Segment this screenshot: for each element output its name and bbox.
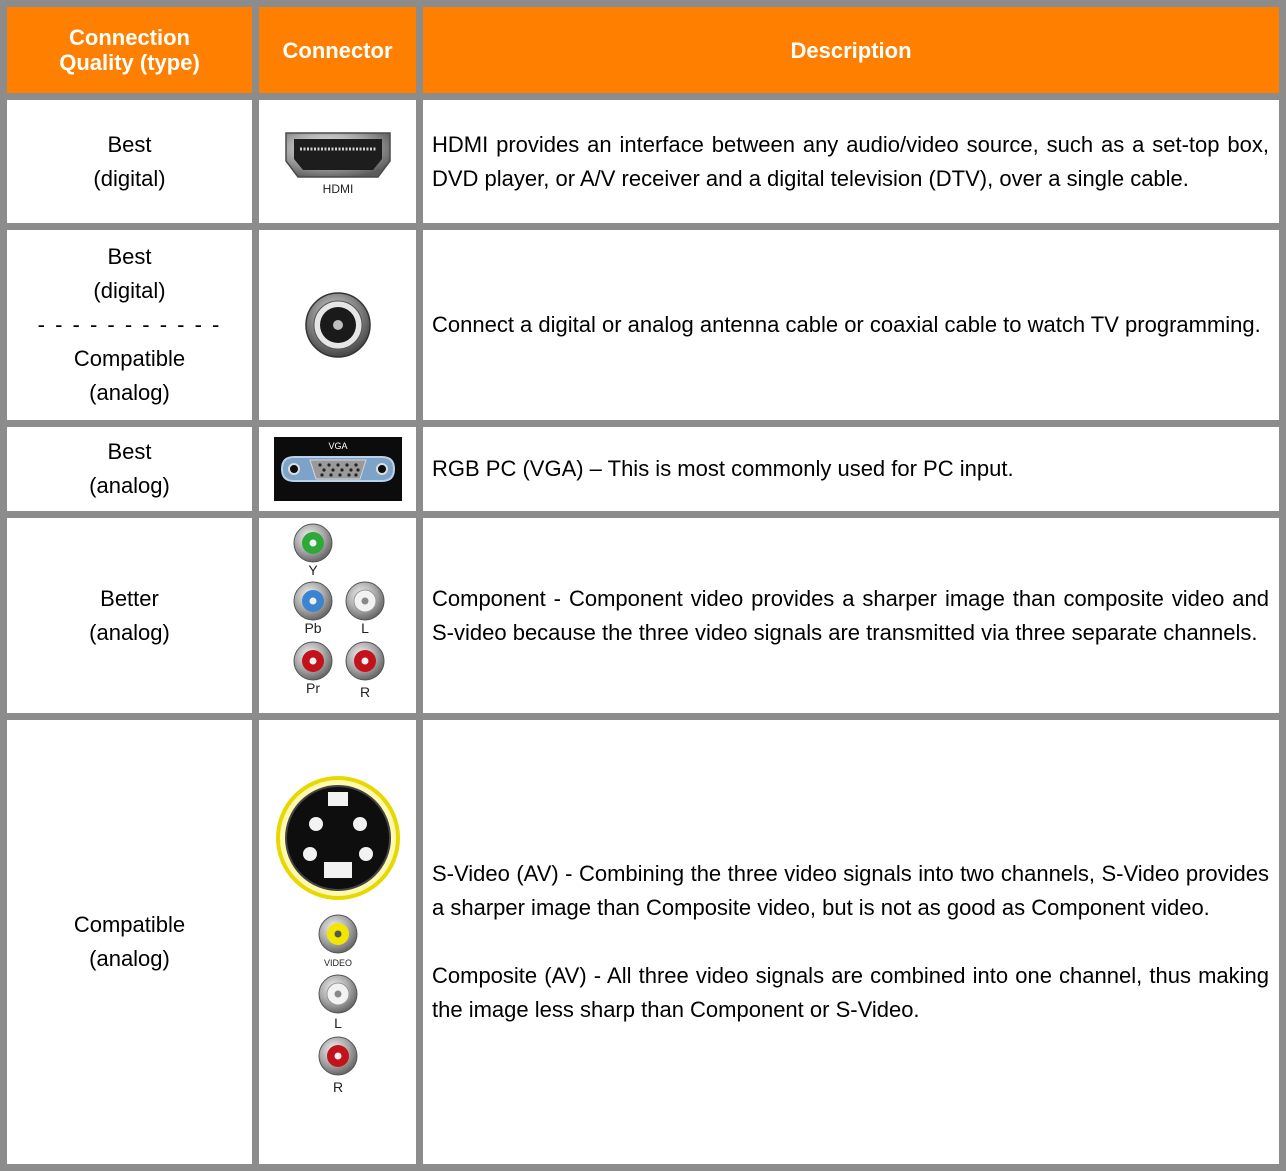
- connector-cell: [259, 720, 416, 1164]
- jack-label-l: L: [360, 619, 369, 636]
- svideo-port-icon: [278, 778, 398, 898]
- description-cell: Connect a digital or analog antenna cable or coaxial cable to watch TV programming.: [423, 230, 1279, 420]
- header-row: [7, 7, 1279, 93]
- rca-jack-red-icon: [319, 1037, 357, 1075]
- quality-cell: [7, 720, 252, 1164]
- quality-type: (digital): [93, 278, 166, 303]
- coaxial-antenna-icon: [303, 290, 373, 360]
- header-quality: [7, 7, 252, 93]
- quality-separator: - - - - - - - - - - -: [37, 312, 222, 337]
- quality-rating: Better: [100, 585, 159, 611]
- jack-label-video: VIDEO: [323, 958, 352, 968]
- quality-cell: [7, 100, 252, 223]
- svideo-composite-jacks-icon: [268, 776, 408, 1108]
- table-row: [7, 720, 1279, 1164]
- quality-rating: Best: [107, 131, 152, 157]
- jack-label-l: L: [333, 1015, 342, 1031]
- jack-label-y: Y: [307, 561, 318, 578]
- connector-cell: [259, 427, 416, 511]
- quality-type: (analog): [89, 473, 170, 498]
- rca-jack-yellow-icon: [319, 915, 357, 953]
- description-cell: HDMI provides an interface between any audio/video source, such as a set-top box, DVD player, or A/V receiver and a digital television (DTV), over a single cable.: [423, 100, 1279, 223]
- quality-type-alt: (analog): [89, 380, 170, 405]
- description-cell: RGB PC (VGA) – This is most commonly used for PC input.: [423, 427, 1279, 511]
- connector-cell: [259, 100, 416, 223]
- table-row: [7, 427, 1279, 511]
- rca-jack-white-icon: [346, 582, 384, 620]
- table-row: [7, 100, 1279, 223]
- table-row: [7, 518, 1279, 713]
- svideo-description: S-Video (AV) - Combining the three video signals into two channels, S-Video provides a sharper image than Composite video, but is not as good as Component video.: [432, 861, 1269, 920]
- quality-type: (analog): [89, 619, 170, 645]
- jack-label-pb: Pb: [303, 619, 322, 636]
- quality-type: (digital): [93, 165, 166, 191]
- rca-jack-red-icon: [294, 642, 332, 680]
- rca-jack-green-icon: [294, 524, 332, 562]
- description-cell: [423, 720, 1279, 1164]
- rca-jack-red-icon: [346, 642, 384, 680]
- composite-description: Composite (AV) - All three video signals are combined into one channel, thus making the image less sharp than Component or S-Video.: [432, 963, 1269, 1022]
- connector-cell: [259, 518, 416, 713]
- quality-rating: Compatible: [73, 912, 186, 937]
- quality-cell: [7, 427, 252, 511]
- quality-cell: [7, 230, 252, 420]
- jack-label-r: R: [359, 683, 370, 700]
- header-description: Description: [423, 7, 1279, 93]
- vga-label: VGA: [327, 441, 348, 451]
- jack-label-r: R: [332, 1079, 343, 1095]
- quality-rating-alt: Compatible: [73, 346, 186, 371]
- hdmi-port-icon: [278, 127, 398, 197]
- jack-label-pr: Pr: [305, 679, 320, 696]
- header-connector: Connector: [259, 7, 416, 93]
- quality-cell: [7, 518, 252, 713]
- vga-port-icon: [274, 437, 402, 501]
- quality-rating: Best: [107, 244, 152, 269]
- description-cell: Component - Component video provides a sharper image than composite video and S-video because the three video signals are transmitted via three separate channels.: [423, 518, 1279, 713]
- rca-jack-white-icon: [319, 975, 357, 1013]
- rca-jack-blue-icon: [294, 582, 332, 620]
- hdmi-label: HDMI: [322, 181, 353, 196]
- table-row: [7, 230, 1279, 420]
- header-quality-label: Connection Quality (type): [59, 25, 200, 75]
- component-jacks-icon: [283, 521, 393, 711]
- quality-type: (analog): [89, 946, 170, 971]
- quality-rating: Best: [107, 439, 152, 464]
- connector-cell: [259, 230, 416, 420]
